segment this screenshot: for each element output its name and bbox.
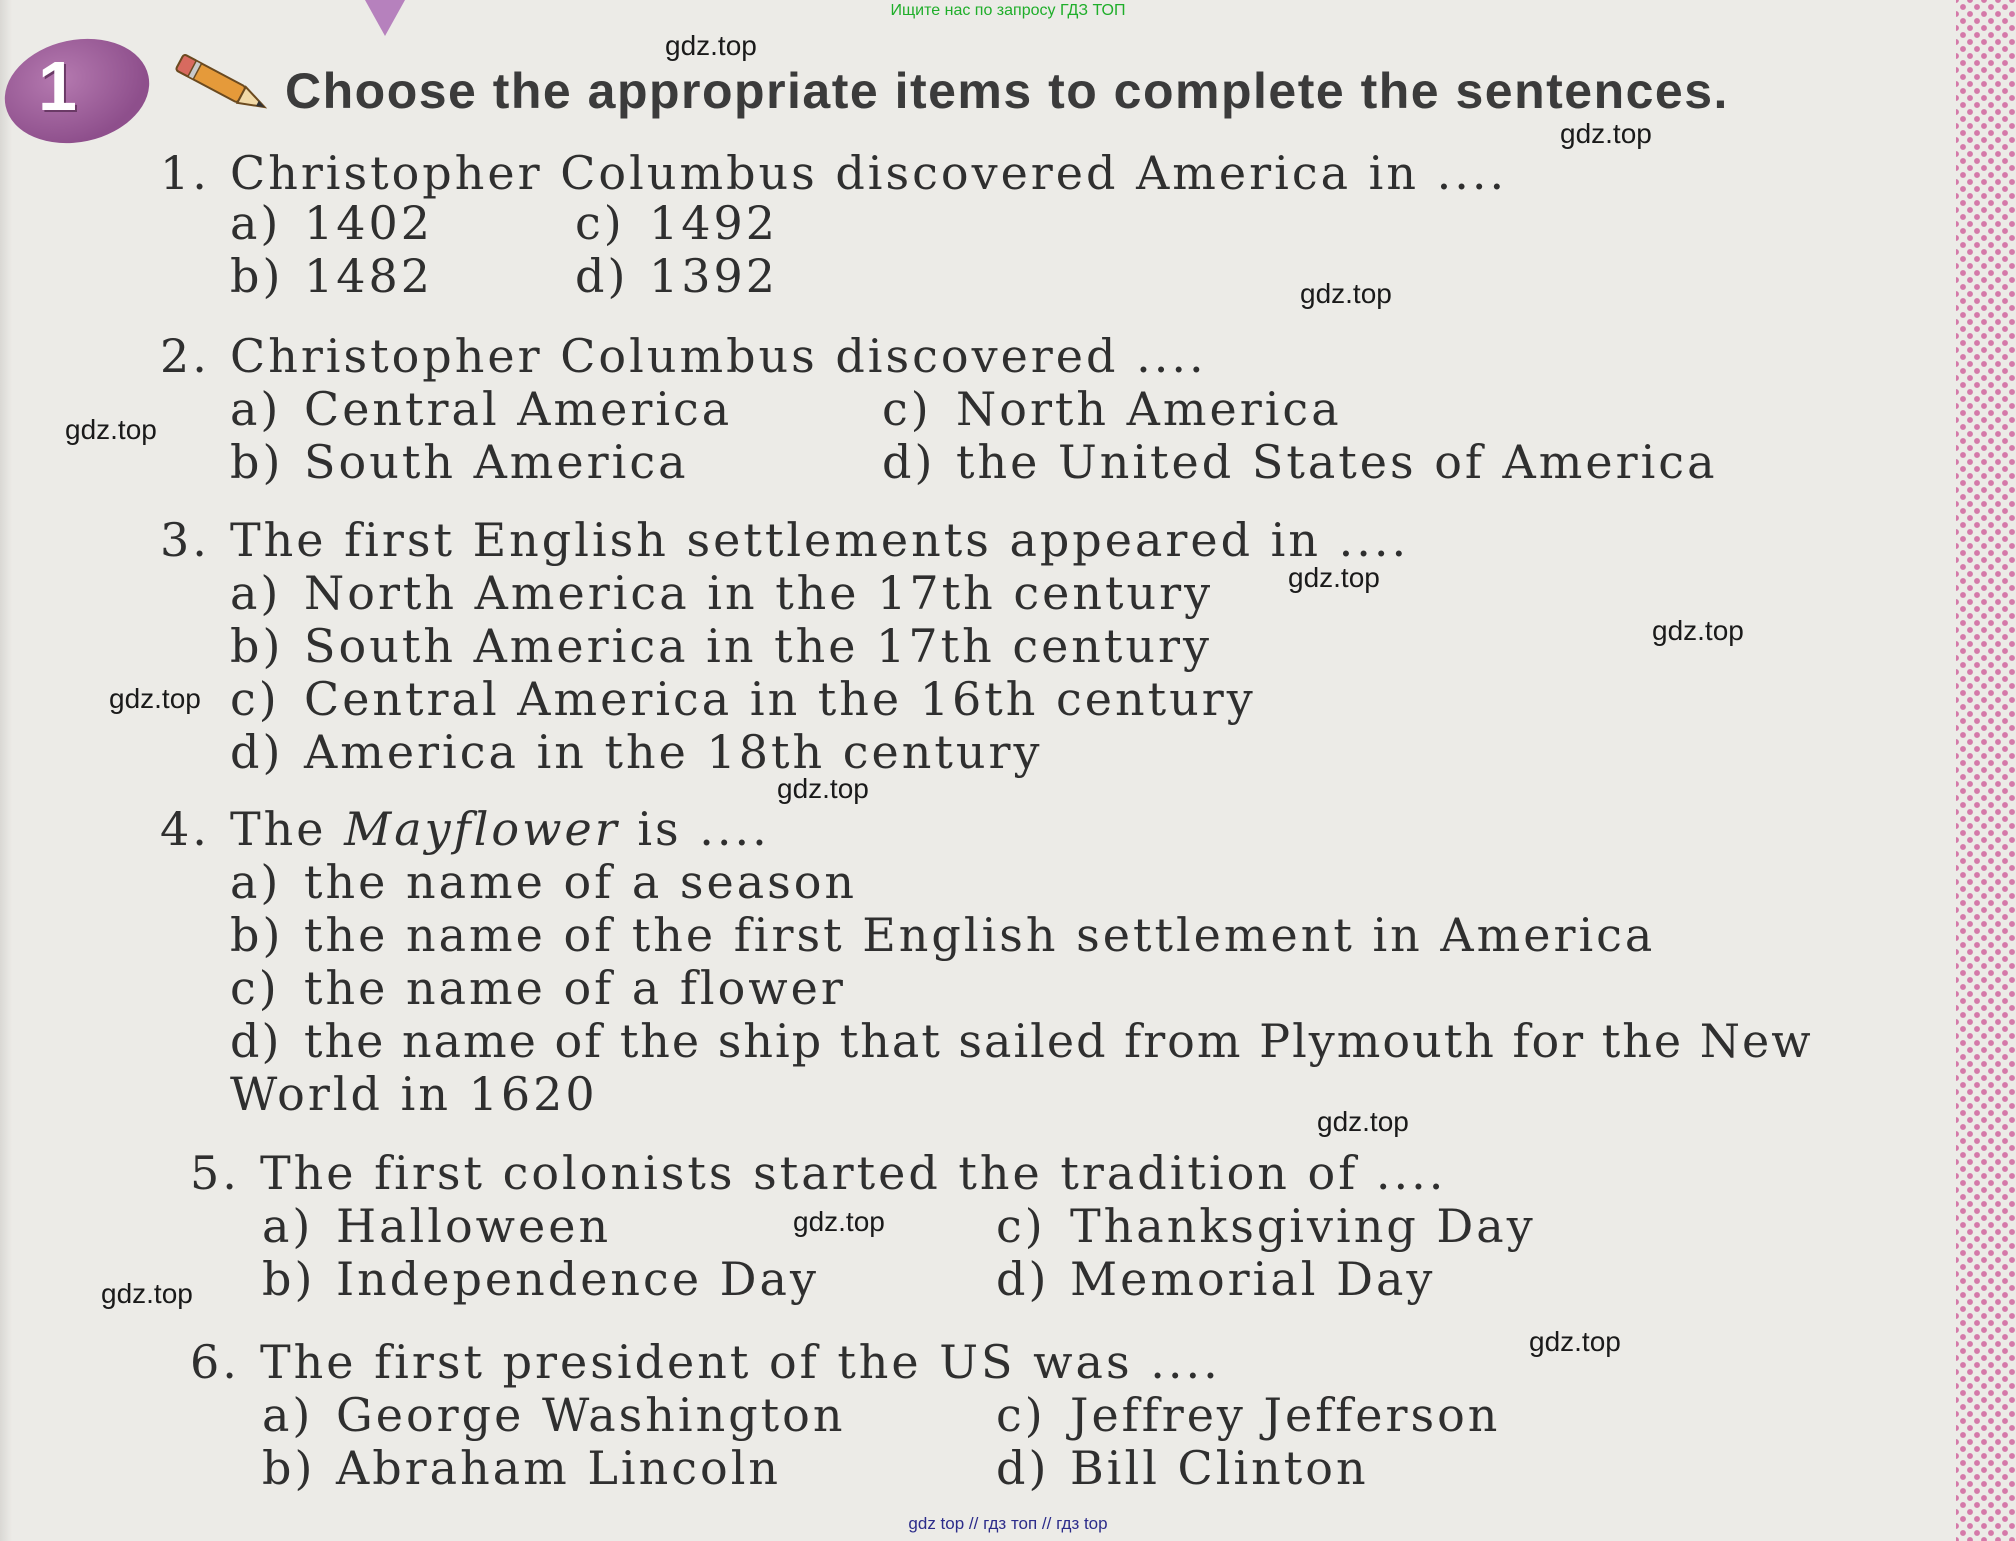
option-4b — [230, 908, 1656, 962]
option-text: Bill Clinton — [1070, 1441, 1369, 1495]
question-prompt: The first president of the US was .... — [260, 1335, 1221, 1389]
option-4a — [230, 855, 858, 909]
option-text: the United States of America — [956, 435, 1718, 489]
option-text: Central America in the 16th century — [304, 672, 1256, 726]
option-2a — [230, 382, 733, 436]
purple-triangle-decoration — [365, 0, 405, 36]
option-text: North America — [956, 382, 1342, 436]
option-1a — [230, 196, 434, 250]
option-4c — [230, 961, 846, 1015]
option-2b — [230, 435, 689, 489]
question-prompt: The first colonists started the tradition of .... — [260, 1146, 1447, 1200]
page-edge-shadow — [0, 0, 12, 1541]
option-text: 1482 — [304, 249, 434, 303]
option-letter: d) — [882, 435, 936, 489]
option-letter: d) — [996, 1441, 1050, 1495]
option-4d — [230, 1014, 1813, 1068]
option-5b — [262, 1252, 819, 1306]
option-3a — [230, 566, 1214, 620]
option-5d — [996, 1252, 1436, 1306]
option-6b — [262, 1441, 782, 1495]
option-letter: a) — [230, 566, 282, 620]
option-text: the name of a flower — [304, 961, 846, 1015]
option-text: Central America — [304, 382, 733, 436]
question-prompt-end: is .... — [637, 802, 770, 856]
option-6a — [262, 1388, 846, 1442]
question-prompt: The first English settlements appeared in .... — [230, 513, 1410, 567]
option-2d — [882, 435, 1718, 489]
option-2c — [882, 382, 1342, 436]
option-1d — [575, 249, 779, 303]
option-letter: b) — [262, 1252, 316, 1306]
question-number: 5. — [190, 1146, 240, 1200]
option-letter: c) — [230, 672, 280, 726]
option-text: Independence Day — [336, 1252, 819, 1306]
ship-name: Mayflower — [344, 802, 620, 856]
option-letter: d) — [230, 725, 284, 779]
option-text: North America in the 17th century — [304, 566, 1214, 620]
option-letter: b) — [230, 249, 284, 303]
question-number: 6. — [190, 1335, 240, 1389]
exercise-number: 1 — [38, 47, 77, 125]
footer-links[interactable]: gdz top // гдз топ // гдз top — [908, 1514, 1108, 1533]
watermark: gdz.top — [65, 414, 157, 445]
option-6d — [996, 1441, 1369, 1495]
option-3d — [230, 725, 1043, 779]
option-text: 1392 — [649, 249, 779, 303]
question-number: 1. — [160, 146, 210, 200]
option-text: South America — [304, 435, 689, 489]
option-letter: b) — [262, 1441, 316, 1495]
option-text: George Washington — [336, 1388, 846, 1442]
option-text: the name of the ship that sailed from Plymouth for the New — [304, 1014, 1813, 1068]
watermark: gdz.top — [793, 1206, 885, 1237]
option-3c — [230, 672, 1256, 726]
option-letter: c) — [230, 961, 280, 1015]
option-letter: b) — [230, 435, 284, 489]
option-text: 1402 — [304, 196, 434, 250]
option-letter: d) — [230, 1014, 282, 1068]
question-number: 3. — [160, 513, 210, 567]
watermark: gdz.top — [1300, 278, 1392, 309]
question-prompt: Christopher Columbus discovered America in .... — [230, 146, 1508, 200]
watermark: gdz.top — [1288, 562, 1380, 593]
option-1c — [575, 196, 779, 250]
question-3 — [160, 513, 1410, 567]
option-text: South America in the 17th century — [304, 619, 1213, 673]
option-4d-continuation: World in 1620 — [230, 1067, 598, 1121]
watermark: gdz.top — [1560, 118, 1652, 149]
option-text: Jeffrey Jefferson — [1070, 1388, 1501, 1442]
option-text: Halloween — [336, 1199, 612, 1253]
option-6c — [996, 1388, 1501, 1442]
option-3b — [230, 619, 1213, 673]
option-letter: a) — [230, 196, 282, 250]
option-text: Thanksgiving Day — [1070, 1199, 1536, 1253]
watermark: gdz.top — [777, 773, 869, 804]
question-prompt: Christopher Columbus discovered .... — [230, 329, 1207, 383]
watermark: gdz.top — [1529, 1326, 1621, 1357]
option-5c — [996, 1199, 1536, 1253]
option-letter: d) — [996, 1252, 1050, 1306]
option-letter: b) — [230, 619, 284, 673]
option-letter: c) — [996, 1199, 1046, 1253]
watermark: gdz.top — [109, 683, 201, 714]
option-letter: c) — [996, 1388, 1046, 1442]
option-text: the name of a season — [304, 855, 858, 909]
search-hint[interactable]: Ищите нас по запросу ГДЗ ТОП — [890, 2, 1126, 19]
question-number: 2. — [160, 329, 210, 383]
option-letter: b) — [230, 908, 284, 962]
watermark: gdz.top — [665, 30, 757, 61]
watermark: gdz.top — [1317, 1106, 1409, 1137]
option-letter: a) — [230, 382, 282, 436]
option-text: the name of the first English settlement in America — [304, 908, 1656, 962]
pencil-icon — [166, 50, 281, 120]
option-text: Memorial Day — [1070, 1252, 1436, 1306]
option-letter: a) — [262, 1199, 314, 1253]
question-5 — [190, 1146, 1447, 1200]
question-prompt-start: The — [230, 802, 327, 856]
option-letter: d) — [575, 249, 629, 303]
option-text: Abraham Lincoln — [336, 1441, 782, 1495]
option-letter: a) — [230, 855, 282, 909]
option-letter: a) — [262, 1388, 314, 1442]
exercise-badge — [0, 26, 159, 156]
option-letter: c) — [575, 196, 625, 250]
question-2 — [160, 329, 1207, 383]
question-6 — [190, 1335, 1221, 1389]
exercise-instruction: Choose the appropriate items to complete the sentences. — [285, 63, 1729, 119]
watermark: gdz.top — [1652, 615, 1744, 646]
dotted-margin-decoration — [1956, 0, 2016, 1541]
watermark: gdz.top — [101, 1278, 193, 1309]
option-text: 1492 — [649, 196, 779, 250]
option-text: America in the 18th century — [304, 725, 1043, 779]
option-letter: c) — [882, 382, 932, 436]
option-1b — [230, 249, 434, 303]
question-4 — [160, 802, 770, 856]
option-5a — [262, 1199, 612, 1253]
question-number: 4. — [160, 802, 210, 856]
question-1 — [160, 146, 1508, 200]
